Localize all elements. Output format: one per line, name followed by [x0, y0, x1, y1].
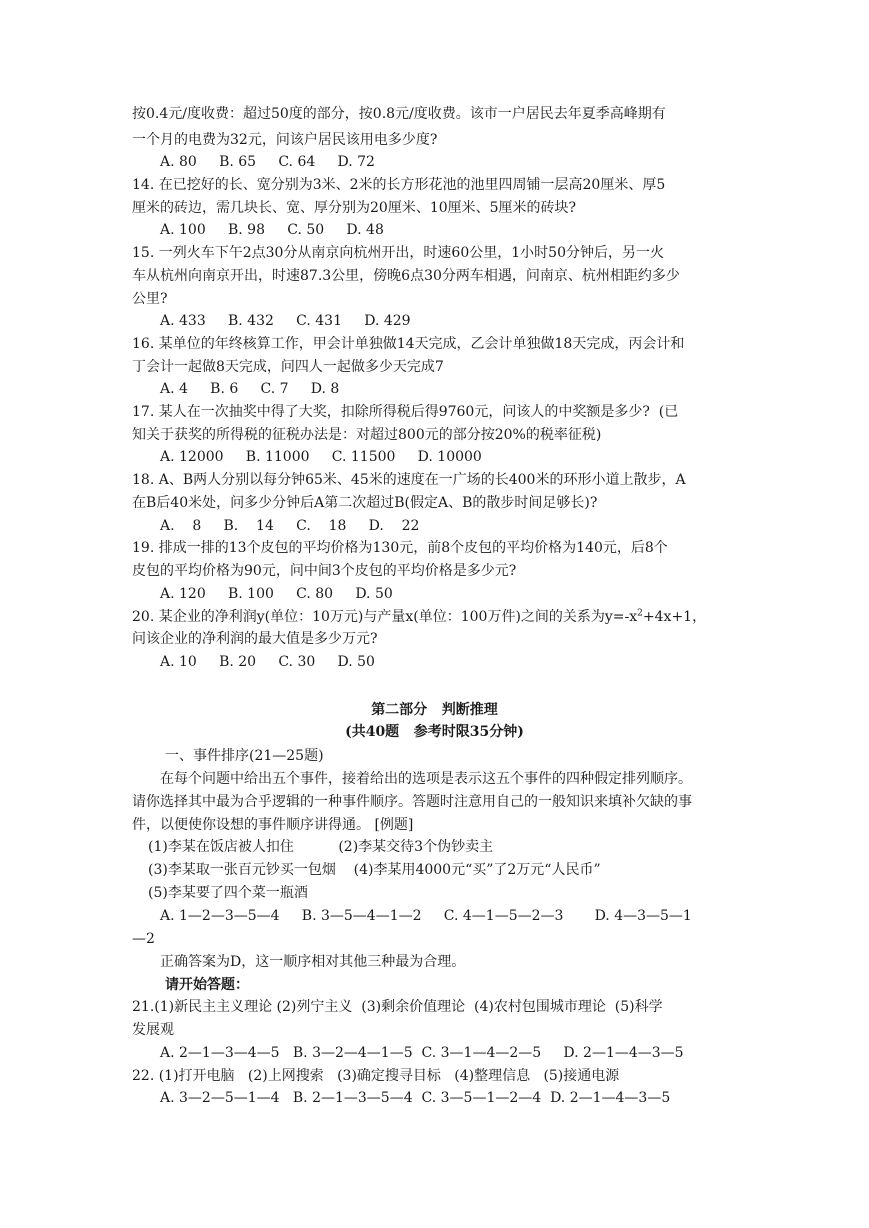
question-21: 21.(1)新民主主义理论 (2)列宁主义 (3)剩余价值理论 (4)农村包围城市理论 (5)科学: [132, 999, 663, 1015]
answer-options: A. 433 B. 432 C. 431 D. 429: [160, 313, 411, 329]
answer-note: 正确答案为D，这一顺序相对其他三种最为合理。: [160, 954, 466, 970]
question-15: 15. 一列火车下午2点30分从南京向杭州开出，时速60公里，1小时50分钟后，另一火: [132, 245, 664, 261]
example-event: (3)李某取一张百元钞买一包烟 (4)李某用4000元“买”了2万元“人民币”: [148, 862, 601, 878]
question-19: 19. 排成一排的13个皮包的平均价格为130元，前8个皮包的平均价格为140元，后8个: [132, 540, 668, 556]
section-title: 第二部分 判断推理: [371, 702, 498, 718]
part-heading: 一、事件排序(21—25题): [165, 748, 324, 764]
q20-text: 20. 某企业的净利润y(单位：10万元)与产量x(单位：100万件)之间的关系为y=-x: [132, 609, 638, 625]
answer-options: A. 10 B. 20 C. 30 D. 50: [160, 654, 375, 670]
section-subtitle: (共40题 参考时限35分钟): [345, 724, 524, 740]
question-20: [132, 607, 706, 627]
text-line: 一个月的电费为32元，问该户居民该用电多少度?: [132, 132, 438, 148]
example-options-wrap: —2: [132, 931, 155, 947]
text-line: 知关于获奖的所得税的征税办法是：对超过800元的部分按20%的税率征税): [132, 427, 602, 443]
text-line: 按0.4元/度收费：超过50度的部分，按0.8元/度收费。该市一户居民去年夏季高峰期有: [132, 106, 666, 122]
question-18: 18. A、B两人分别以每分钟65米、45米的速度在一广场的长400米的环形小道上散步，A: [132, 472, 686, 488]
answer-options: A. 4 B. 6 C. 7 D. 8: [160, 381, 340, 397]
text-line: 丁会计一起做8天完成，问四人一起做多少天完成7: [132, 359, 444, 375]
answer-options: A. 80 B. 65 C. 64 D. 72: [160, 154, 375, 170]
example-event: (1)李某在饭店被人扣住 (2)李某交待3个伪钞卖主: [148, 839, 494, 855]
example-event: (5)李某要了四个菜一瓶酒: [148, 885, 308, 901]
text-line: 在B后40米处，问多少分钟后A第二次超过B(假定A、B的散步时间足够长)?: [132, 495, 598, 511]
intro-text: 请你选择其中最为合乎逻辑的一种事件顺序。答题时注意用自己的一般知识来填补欠缺的事: [132, 794, 692, 810]
intro-text: 在每个问题中给出五个事件，接着给出的选项是表示这五个事件的四种假定排列顺序。: [160, 771, 692, 787]
text-line: 问该企业的净利润的最大值是多少万元?: [132, 631, 378, 647]
intro-text: 件，以便使你设想的事件顺序讲得通。 [例题]: [132, 817, 414, 833]
text-line: 车从杭州向南京开出，时速87.3公里，傍晚6点30分两车相遇，问南京、杭州相距约多少: [132, 268, 680, 284]
text-line: 厘米的砖边，需几块长、宽、厚分别为20厘米、10厘米、5厘米的砖块?: [132, 200, 577, 216]
question-22: 22. (1)打开电脑 (2)上网搜索 (3)确定搜寻目标 (4)整理信息 (5)接通电源: [132, 1068, 620, 1084]
answer-options: A. 100 B. 98 C. 50 D. 48: [160, 222, 384, 238]
answer-options: A. 3—2—5—1—4 B. 2—1—3—5—4 C. 3—5—1—2—4 D. 2—1—4—3—5: [160, 1090, 671, 1106]
answer-options: A. 12000 B. 11000 C. 11500 D. 10000: [160, 449, 482, 465]
question-16: 16. 某单位的年终核算工作，甲会计单独做14天完成，乙会计单独做18天完成，丙会计和: [132, 336, 685, 352]
answer-options: A. 2—1—3—4—5 B. 3—2—4—1—5 C. 3—1—4—2—5 D. 2—1—4—3—5: [160, 1045, 684, 1061]
answer-options: A. 120 B. 100 C. 80 D. 50: [160, 586, 393, 602]
question-14: 14. 在已挖好的长、宽分别为3米、2米的长方形花池的池里四周铺一层高20厘米、厚5: [132, 177, 666, 193]
q20-tail: +4x+1，: [642, 609, 707, 625]
q20-superscript: 2: [637, 608, 643, 619]
question-17: 17. 某人在一次抽奖中得了大奖，扣除所得税后得9760元，问该人的中奖额是多少? (已: [132, 404, 679, 420]
example-options: A. 1—2—3—5—4 B. 3—5—4—1—2 C. 4—1—5—2—3 D. 4—3—5—1: [160, 908, 692, 924]
text-line: 公里?: [132, 291, 168, 307]
start-prompt: 请开始答题：: [165, 977, 249, 993]
answer-options: A. 8 B. 14 C. 18 D. 22: [160, 518, 420, 534]
text-line: 发展观: [132, 1022, 174, 1038]
text-line: 皮包的平均价格为90元，问中间3个皮包的平均价格是多少元?: [132, 563, 517, 579]
